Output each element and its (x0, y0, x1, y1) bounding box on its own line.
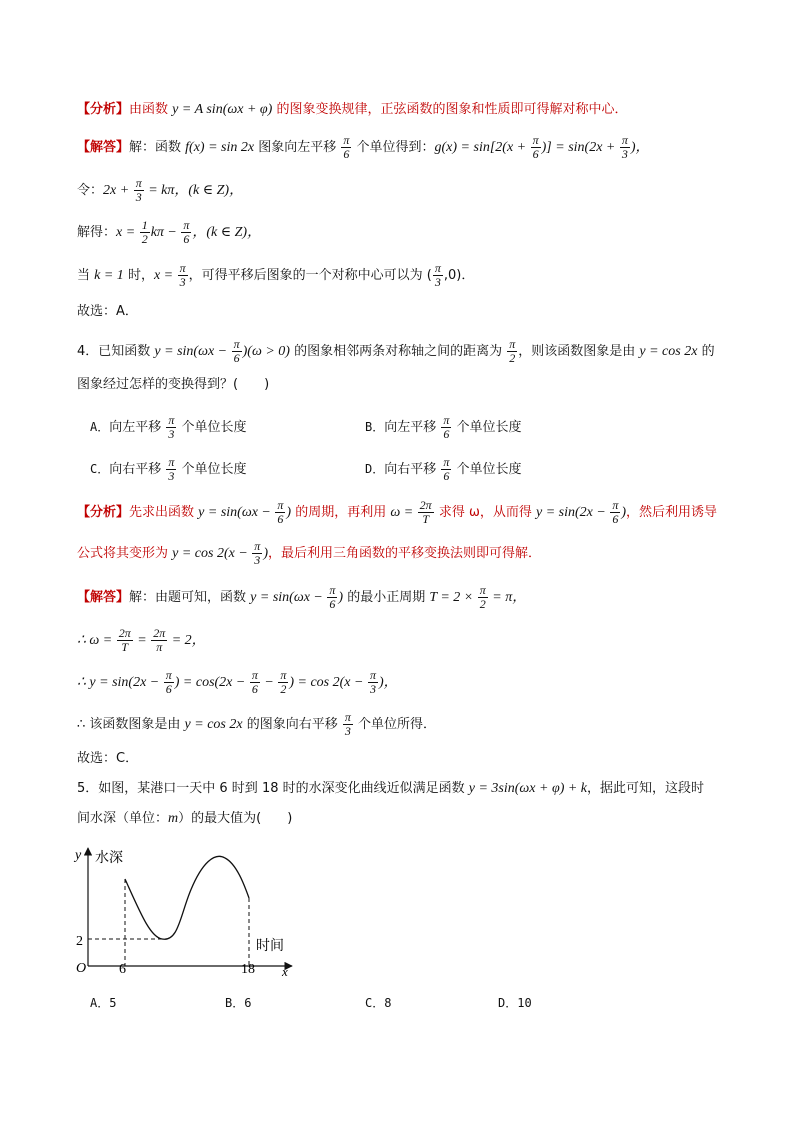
x-axis-title: 时间 (256, 939, 284, 954)
fraction: $\frac{\pi}{6}$ (329, 583, 336, 611)
q4-stem-line-1: 4．已知函数 y = sin(ωx − $\frac{\pi}{6}$ )(ω > 0) 的图象相邻两条对称轴之间的距离为 $\frac{\pi}{2}$ ，则该函数图象是由 y = cos 2x 的 (77, 337, 715, 365)
q4-stem-line-2: 图象经过怎样的变换得到？( ) (77, 377, 270, 392)
fraction: $\frac{2\pi}{T}$ (419, 498, 432, 526)
q4-option-b[interactable]: B．向左平移 $\frac{\pi}{6}$ 个单位长度 (365, 413, 522, 441)
fraction: $\frac{\pi}{2}$ (280, 668, 287, 696)
fraction: $\frac{\pi}{6}$ (443, 455, 450, 483)
q4-answer-line-2: ∴ ω = $\frac{2\pi}{T}$ = $\frac{2\pi}{\pi}$ = 2， (77, 626, 206, 654)
p1-analysis-line: 【分析】由函数 y = A sin(ωx + φ) 的图象变换规律，正弦函数的图象和性质即可得解对称中心． (77, 102, 628, 117)
x-axis-label: x (282, 964, 288, 977)
q4-option-a[interactable]: A．向左平移 $\frac{\pi}{3}$ 个单位长度 (90, 413, 247, 441)
fraction: $\frac{2\pi}{T}$ (118, 626, 131, 654)
p1-answer-line-2: 令：2x + $\frac{\pi}{3}$ = kπ，(k ∈ Z)， (77, 176, 244, 204)
fraction: $\frac{\pi}{6}$ (532, 133, 539, 161)
p1-answer-line-1: 【解答】解：函数 f(x) = sin 2x 图象向左平移 $\frac{\pi}{6}$ 个单位得到：g(x) = sin[2(x + $\frac{\pi}{6}$ )] = sin(2x + $\frac{\pi}{3}$ )， (77, 133, 650, 161)
answer-tag: 【解答】 (77, 590, 130, 605)
q5-stem-line-1: 5．如图，某港口一天中 6 时到 18 时的水深变化曲线近似满足函数 y = 3sin(ωx + φ) + k，据此可知，这段时 (77, 781, 705, 796)
q5-option-d[interactable]: D．10 (498, 996, 532, 1010)
fraction: $\frac{\pi}{3}$ (369, 668, 376, 696)
fraction: $\frac{\pi}{6}$ (251, 668, 258, 696)
q5-option-b[interactable]: B．6 (225, 996, 252, 1010)
q5-stem-line-2: 间水深（单位：m）的最大值为( ) (77, 811, 293, 826)
answer-tag: 【解答】 (77, 140, 130, 155)
q5-option-c[interactable]: C．8 (365, 996, 392, 1010)
water-depth-graph (70, 842, 300, 977)
fraction: $\frac{\pi}{6}$ (165, 668, 172, 696)
fraction: $\frac{\pi}{6}$ (233, 337, 240, 365)
q4-answer-line-4: ∴ 该函数图象是由 y = cos 2x 的图象向右平移 $\frac{\pi}{3}$ 个单位所得． (77, 710, 437, 738)
fraction: $\frac{\pi}{3}$ (179, 261, 186, 289)
analysis-tag: 【分析】 (77, 505, 130, 520)
y-tick-2: 2 (76, 934, 83, 949)
fraction: $\frac{\pi}{3}$ (621, 133, 628, 161)
p1-answer-line-3: 解得：x = $\frac{1}{2}$ kπ − $\frac{\pi}{6}$ ，(k ∈ Z)， (77, 218, 262, 246)
y-axis-title: 水深 (95, 851, 123, 866)
fraction: $\frac{\pi}{6}$ (443, 413, 450, 441)
q4-option-c[interactable]: C．向右平移 $\frac{\pi}{3}$ 个单位长度 (90, 455, 247, 483)
fraction: $\frac{\pi}{6}$ (183, 218, 190, 246)
analysis-tag: 【分析】 (77, 102, 130, 117)
p1-conclusion: 故选：A． (77, 304, 138, 319)
p1-answer-line-4: 当 k = 1 时，x = $\frac{\pi}{3}$ ，可得平移后图象的一个对称中心可以为 ( $\frac{\pi}{3}$ ,0)． (77, 261, 475, 289)
fraction: $\frac{\pi}{3}$ (135, 176, 142, 204)
q4-conclusion: 故选：C． (77, 751, 139, 766)
fraction: $\frac{\pi}{2}$ (509, 337, 516, 365)
q4-answer-line-1: 【解答】解：由题可知，函数 y = sin(ωx − $\frac{\pi}{6}$ ) 的最小正周期 T = 2 × $\frac{\pi}{2}$ = π， (77, 583, 527, 611)
fraction: $\frac{\pi}{6}$ (343, 133, 350, 161)
x-tick-6: 6 (119, 962, 126, 977)
fraction: $\frac{\pi}{3}$ (168, 455, 175, 483)
fraction: $\frac{\pi}{6}$ (612, 498, 619, 526)
fraction: $\frac{\pi}{3}$ (344, 710, 351, 738)
q5-option-a[interactable]: A．5 (90, 996, 117, 1010)
fraction: $\frac{2\pi}{\pi}$ (153, 626, 166, 654)
fraction: $\frac{\pi}{2}$ (479, 583, 486, 611)
y-axis-label: y (75, 848, 82, 863)
fraction: $\frac{\pi}{3}$ (168, 413, 175, 441)
x-tick-18: 18 (241, 962, 255, 977)
q4-analysis-line-1: 【分析】先求出函数 y = sin(ωx − $\frac{\pi}{6}$ ) 的周期，再利用 ω = $\frac{2\pi}{T}$ 求得 ω，从而得 y = sin(2x − $\frac{\pi}{6}$ )，然后利用诱导 (77, 498, 718, 526)
fraction: $\frac{\pi}{3}$ (254, 539, 261, 567)
q4-answer-line-3: ∴ y = sin(2x − $\frac{\pi}{6}$ ) = cos(2x − $\frac{\pi}{6}$ − $\frac{\pi}{2}$ ) = cos 2(x − $\frac{\pi}{3}$ )， (77, 668, 398, 696)
depth-curve (125, 856, 249, 939)
fraction: $\frac{\pi}{6}$ (277, 498, 284, 526)
fraction: $\frac{\pi}{3}$ (434, 261, 441, 289)
q4-option-d[interactable]: D．向右平移 $\frac{\pi}{6}$ 个单位长度 (365, 455, 522, 483)
origin-label: O (76, 961, 87, 976)
q4-analysis-line-2: 公式将其变形为 y = cos 2(x − $\frac{\pi}{3}$ )，最后利用三角函数的平移变换法则即可得解． (77, 539, 541, 567)
fraction: $\frac{1}{2}$ (141, 218, 148, 246)
